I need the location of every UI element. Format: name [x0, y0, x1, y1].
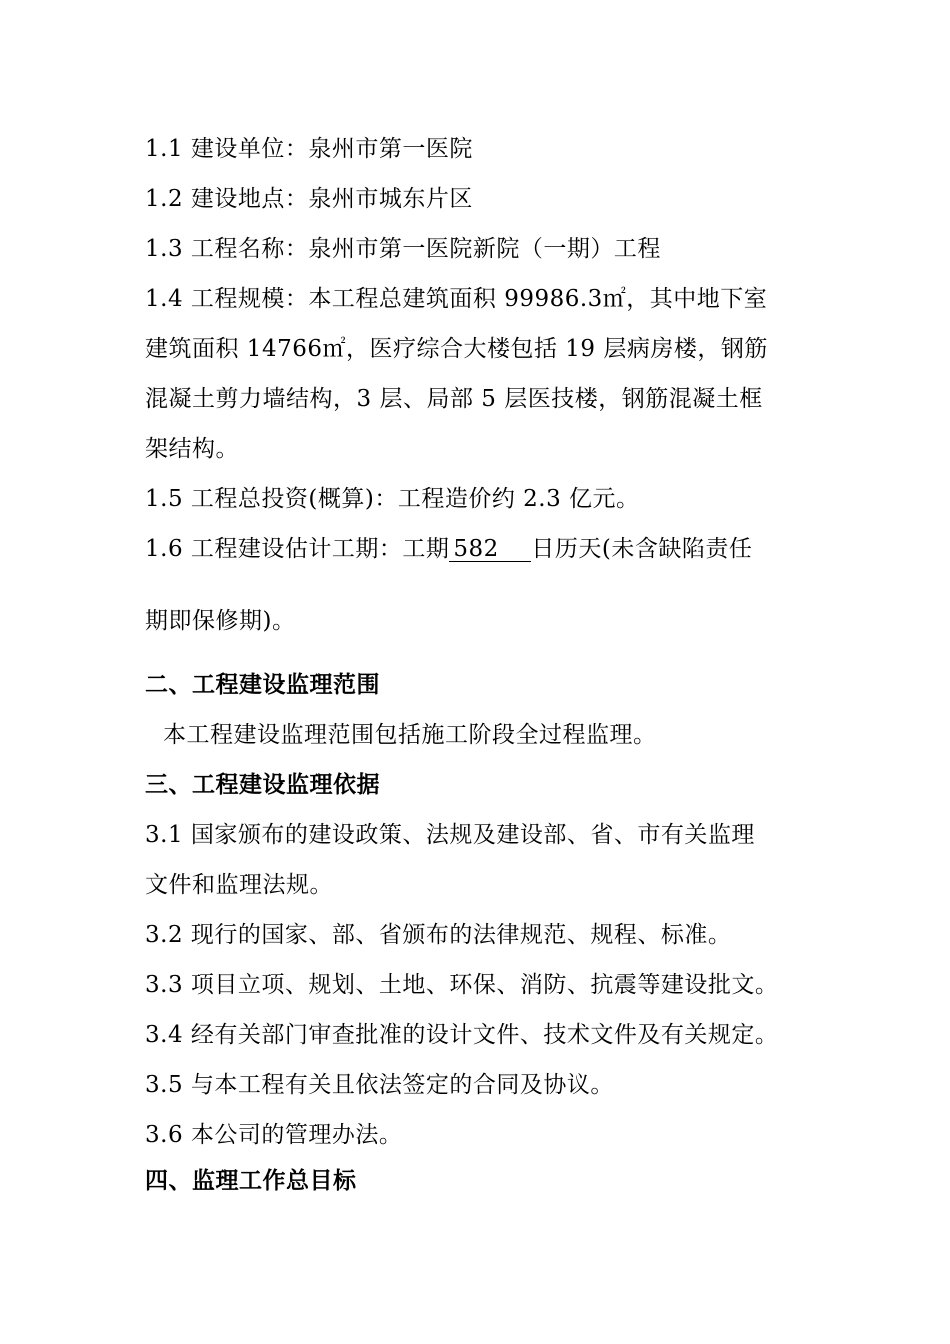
section-2-body: 本工程建设监理范围包括施工阶段全过程监理。: [163, 722, 657, 748]
section-3-heading: 三、工程建设监理依据: [145, 772, 380, 798]
item-1-4-scale-line-2: 建筑面积 14766㎡，医疗综合大楼包括 19 层病房楼，钢筋: [145, 336, 768, 362]
duration-days-blank: 582: [449, 537, 531, 562]
item-1-4-scale-line-3: 混凝土剪力墙结构，3 层、局部 5 层医技楼，钢筋混凝土框: [145, 386, 763, 412]
item-1-6-duration-line-2: 期即保修期)。: [145, 608, 296, 634]
item-1-3-project-name: 1.3 工程名称：泉州市第一医院新院（一期）工程: [145, 236, 661, 262]
item-3-2: 3.2 现行的国家、部、省颁布的法律规范、规程、标准。: [145, 922, 732, 948]
item-3-5: 3.5 与本工程有关且依法签定的合同及协议。: [145, 1072, 614, 1098]
item-1-2-construction-site: 1.2 建设地点：泉州市城东片区: [145, 186, 473, 212]
item-1-1-construction-unit: 1.1 建设单位：泉州市第一医院: [145, 136, 473, 162]
item-1-4-scale-line-4: 架结构。: [145, 436, 239, 462]
section-4-heading: 四、监理工作总目标: [145, 1168, 357, 1194]
item-1-6-duration-line-1: [145, 534, 825, 564]
item-3-6: 3.6 本公司的管理办法。: [145, 1122, 403, 1148]
duration-suffix: 日历天(未含缺陷责任: [531, 536, 753, 562]
item-3-1-line-2: 文件和监理法规。: [145, 872, 333, 898]
item-3-3: 3.3 项目立项、规划、土地、环保、消防、抗震等建设批文。: [145, 972, 779, 998]
item-3-1-line-1: 3.1 国家颁布的建设政策、法规及建设部、省、市有关监理: [145, 822, 755, 848]
item-3-4: 3.4 经有关部门审查批准的设计文件、技术文件及有关规定。: [145, 1022, 779, 1048]
duration-prefix: 1.6 工程建设估计工期：工期: [145, 536, 450, 562]
item-1-4-scale-line-1: 1.4 工程规模：本工程总建筑面积 99986.3㎡，其中地下室: [145, 286, 768, 312]
section-2-heading: 二、工程建设监理范围: [145, 672, 380, 698]
item-1-5-investment: 1.5 工程总投资(概算)：工程造价约 2.3 亿元。: [145, 486, 640, 512]
